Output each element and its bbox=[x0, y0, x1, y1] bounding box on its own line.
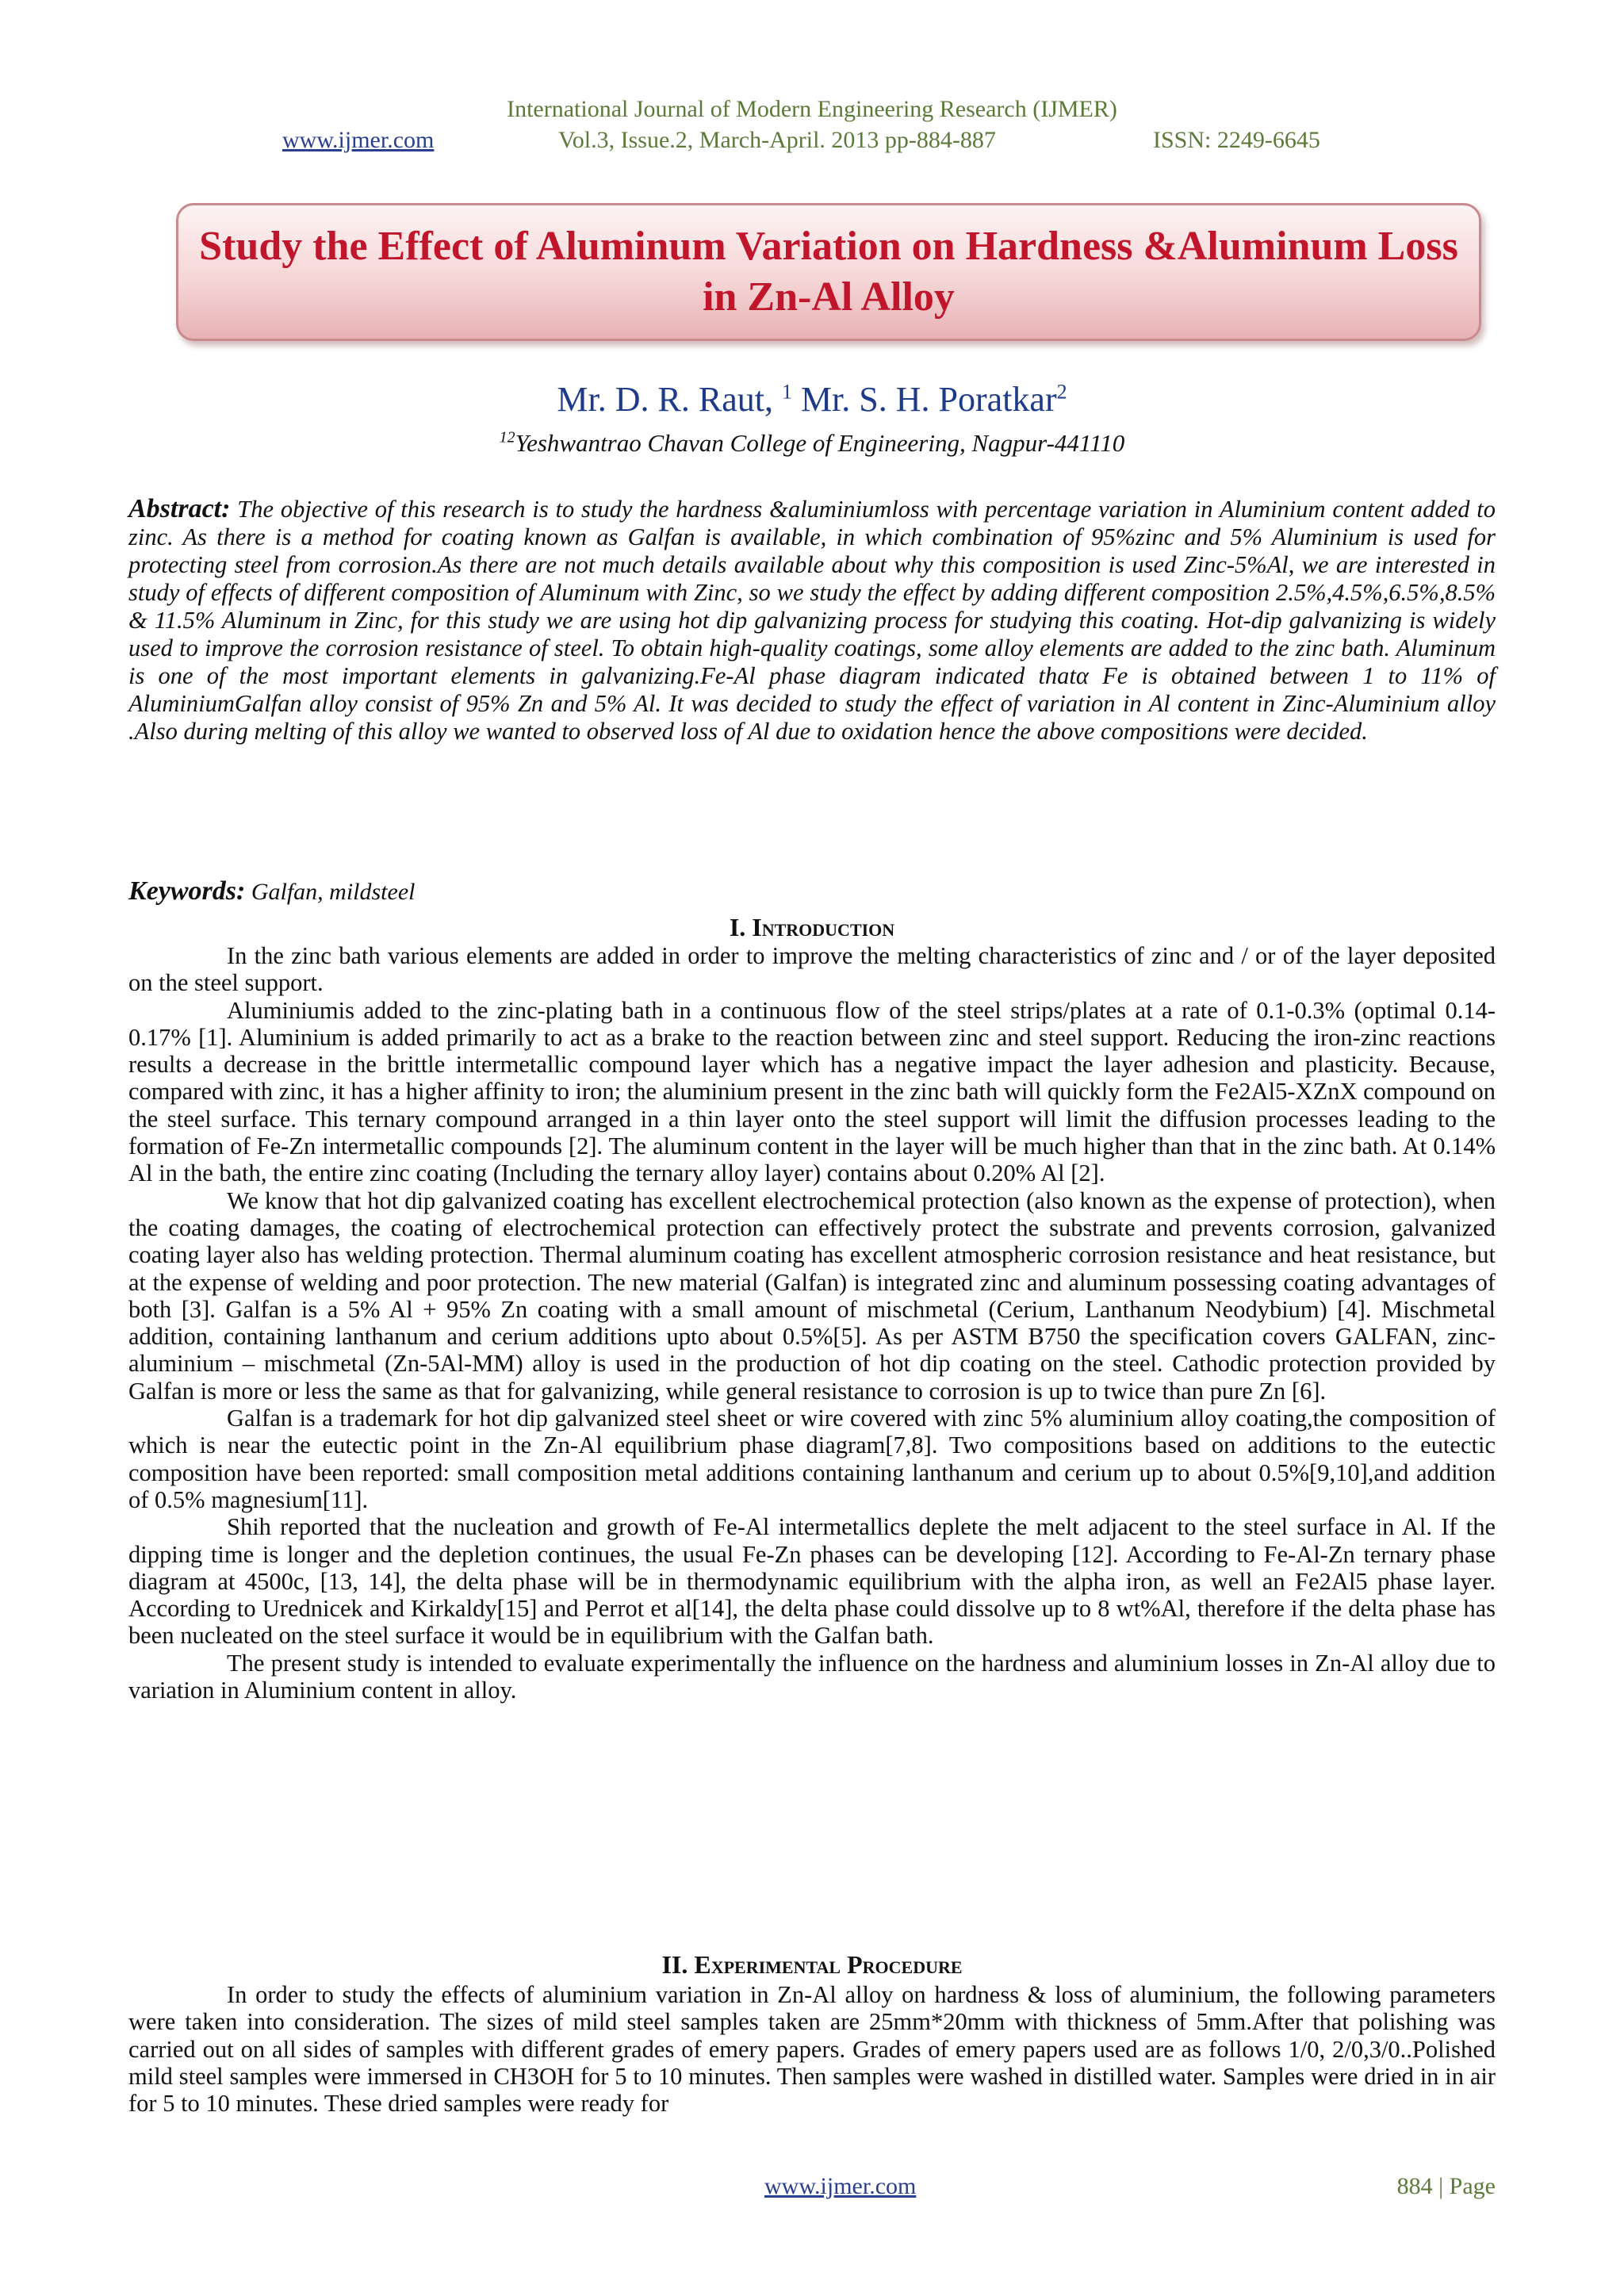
journal-meta bbox=[0, 127, 1624, 159]
journal-name: International Journal of Modern Engineering Research (IJMER) bbox=[507, 96, 1117, 122]
intro-paragraph: In the zinc bath various elements are added in order to improve the melting characteristics of zinc and / or of the layer deposited on the steel support. bbox=[128, 942, 1496, 997]
keywords-text: Galfan, mildsteel bbox=[251, 879, 416, 905]
affiliation-mark: 12 bbox=[499, 428, 515, 447]
paper-title: Study the Effect of Aluminum Variation on Hardness &Aluminum Loss in Zn-Al Alloy bbox=[199, 224, 1458, 320]
intro-paragraph: Aluminiumis added to the zinc-plating bath in a continuous flow of the steel strips/plates at a rate of 0.1-0.3% (optimal 0.14-0.17% [1]. Aluminium is added primarily to act as a brake to the reaction between zinc and steel support. Reducing the iron-zinc reactions results a decrease in the brittle intermetallic compound layer which has a negative impact the layer adhesion and plasticity. Because, compared with zinc, it has a higher affinity to iron; the aluminium present in the zinc bath will quickly form the Fe2Al5-XZnX compound on the steel surface. This ternary compound arranged in a thin layer onto the steel support will limit the diffusion processes leading to the formation of Fe-Zn intermetallic compounds [2]. The aluminum content in the layer will be much higher than that in the zinc bath. At 0.14% Al in the bath, the entire zinc coating (Including the ternary alloy layer) contains about 0.20% Al [2]. bbox=[128, 996, 1496, 1187]
journal-volume: Vol.3, Issue.2, March-April. 2013 pp-884-887 bbox=[558, 127, 996, 153]
intro-paragraph: We know that hot dip galvanized coating has excellent electrochemical protection (also known as the expense of protection), when the coating damages, the coating of electrochemical protection can effectively protect the substrate and prevents corrosion, galvanized coating layer also has welding protection. Thermal aluminum coating has excellent atmospheric corrosion resistance and heat resistance, but at the expense of welding and poor protection. The new material (Galfan) is integrated zinc and aluminum possessing coating advantages of both [3]. Galfan is a 5% Al + 95% Zn coating with a small amount of mischmetal (Cerium, Lanthanum Neodybium) [4]. Mischmetal addition, containing lanthanum and cerium additions upto about 0.5%[5]. As per ASTM B750 the specification covers GALFAN, zinc- aluminium – mischmetal (Zn-5Al-MM) alloy is used in the production of hot dip coating on the steel. Cathodic protection provided by Galfan is more or less the same as that for galvanizing, while general resistance to corrosion is up to twice than pure Zn [6]. bbox=[128, 1186, 1496, 1405]
abstract-text: The objective of this research is to study the hardness &aluminiumloss with percentage variation in Aluminium content added to zinc. As there is a method for coating known as Galfan is available, in which combination of 95%zinc and 5% Aluminium is used for protecting steel from corrosion.As there are not much details available about why this composition is used Zinc-5%Al, we are interested in study of effects of different composition of Aluminum with Zinc, so we study the effect by adding different composition 2.5%,4.5%,6.5%,8.5% & 11.5% Aluminum in Zinc, for this study we are using hot dip galvanizing process for studying this coating. Hot-dip galvanizing is widely used to improve the corrosion resistance of steel. To obtain high-quality coatings, some alloy elements are added to the zinc bath. Aluminum is one of the most important elements in galvanizing.Fe-Al phase diagram indicated thatα Fe is obtained between 1 to 11% of AluminiumGalfan alloy consist of 95% Zn and 5% Al. It was decided to study the effect of variation in Al content in Zinc-Aluminium alloy .Also during melting of this alloy we wanted to observed loss of Al due to oxidation hence the above compositions were decided. bbox=[128, 496, 1496, 745]
keywords-label: Keywords: bbox=[128, 876, 246, 906]
footer bbox=[0, 2173, 1624, 2205]
experimental-body bbox=[128, 1981, 1496, 2117]
author-2: Mr. S. H. Poratkar bbox=[800, 380, 1057, 419]
author-line bbox=[0, 379, 1624, 420]
intro-paragraph: The present study is intended to evaluate experimentally the influence on the hardness and aluminium losses in Zn-Al alloy due to variation in Aluminium content in alloy. bbox=[128, 1649, 1496, 1704]
affiliation bbox=[0, 428, 1624, 458]
title-box bbox=[176, 203, 1481, 341]
section-heading-experimental: II. Experimental Procedure bbox=[661, 1950, 963, 1979]
author-1-mark: 1 bbox=[781, 380, 792, 404]
abstract bbox=[128, 495, 1496, 746]
author-1: Mr. D. R. Raut, bbox=[557, 380, 773, 419]
section-heading-introduction: I. Introduction bbox=[729, 913, 895, 941]
intro-paragraph: Shih reported that the nucleation and growth of Fe-Al intermetallics deplete the melt adjacent to the steel surface in Al. If the dipping time is longer and the depletion continues, the usual Fe-Zn phases can be developing [12]. According to Fe-Al-Zn ternary phase diagram at 4500c, [13, 14], the delta phase will be in thermodynamic equilibrium with the alpha iron, as well an Fe2Al5 phase layer. According to Urednicek and Kirkaldy[15] and Perrot et al[14], the delta phase could dissolve up to 8 wt%Al, therefore if the delta phase has been nucleated on the steel surface it would be in equilibrium with the Galfan bath. bbox=[128, 1513, 1496, 1650]
journal-url-link[interactable]: www.ijmer.com bbox=[282, 127, 435, 153]
keywords bbox=[128, 877, 1496, 907]
affiliation-text: Yeshwantrao Chavan College of Engineering, Nagpur-441110 bbox=[515, 429, 1125, 457]
author-2-mark: 2 bbox=[1056, 380, 1067, 404]
footer-url-link[interactable]: www.ijmer.com bbox=[764, 2173, 917, 2199]
introduction-body bbox=[128, 942, 1496, 1704]
page-number: 884 | Page bbox=[1396, 2173, 1496, 2199]
abstract-label: Abstract: bbox=[128, 494, 231, 523]
journal-issn: ISSN: 2249-6645 bbox=[1153, 127, 1320, 153]
experimental-paragraph: In order to study the effects of aluminium variation in Zn-Al alloy on hardness & loss of aluminium, the following parameters were taken into consideration. The sizes of mild steel samples taken are 25mm*20mm with thickness of 5mm.After that polishing was carried out on all sides of samples with different grades of emery papers. Grades of emery papers used are as follows 1/0, 2/0,3/0..Polished mild steel samples were immersed in CH3OH for 5 to 10 minutes. Then samples were washed in distilled water. Samples were dried in in air for 5 to 10 minutes. These dried samples were ready for bbox=[128, 1981, 1496, 2118]
intro-paragraph: Galfan is a trademark for hot dip galvanized steel sheet or wire covered with zinc 5% aluminium alloy coating,the composition of which is near the eutectic point in the Zn-Al equilibrium phase diagram[7,8]. Two compositions based on additions to the eutectic composition have been reported: small composition metal additions containing lanthanum and cerium up to about 0.5%[9,10],and addition of 0.5% magnesium[11]. bbox=[128, 1405, 1496, 1513]
